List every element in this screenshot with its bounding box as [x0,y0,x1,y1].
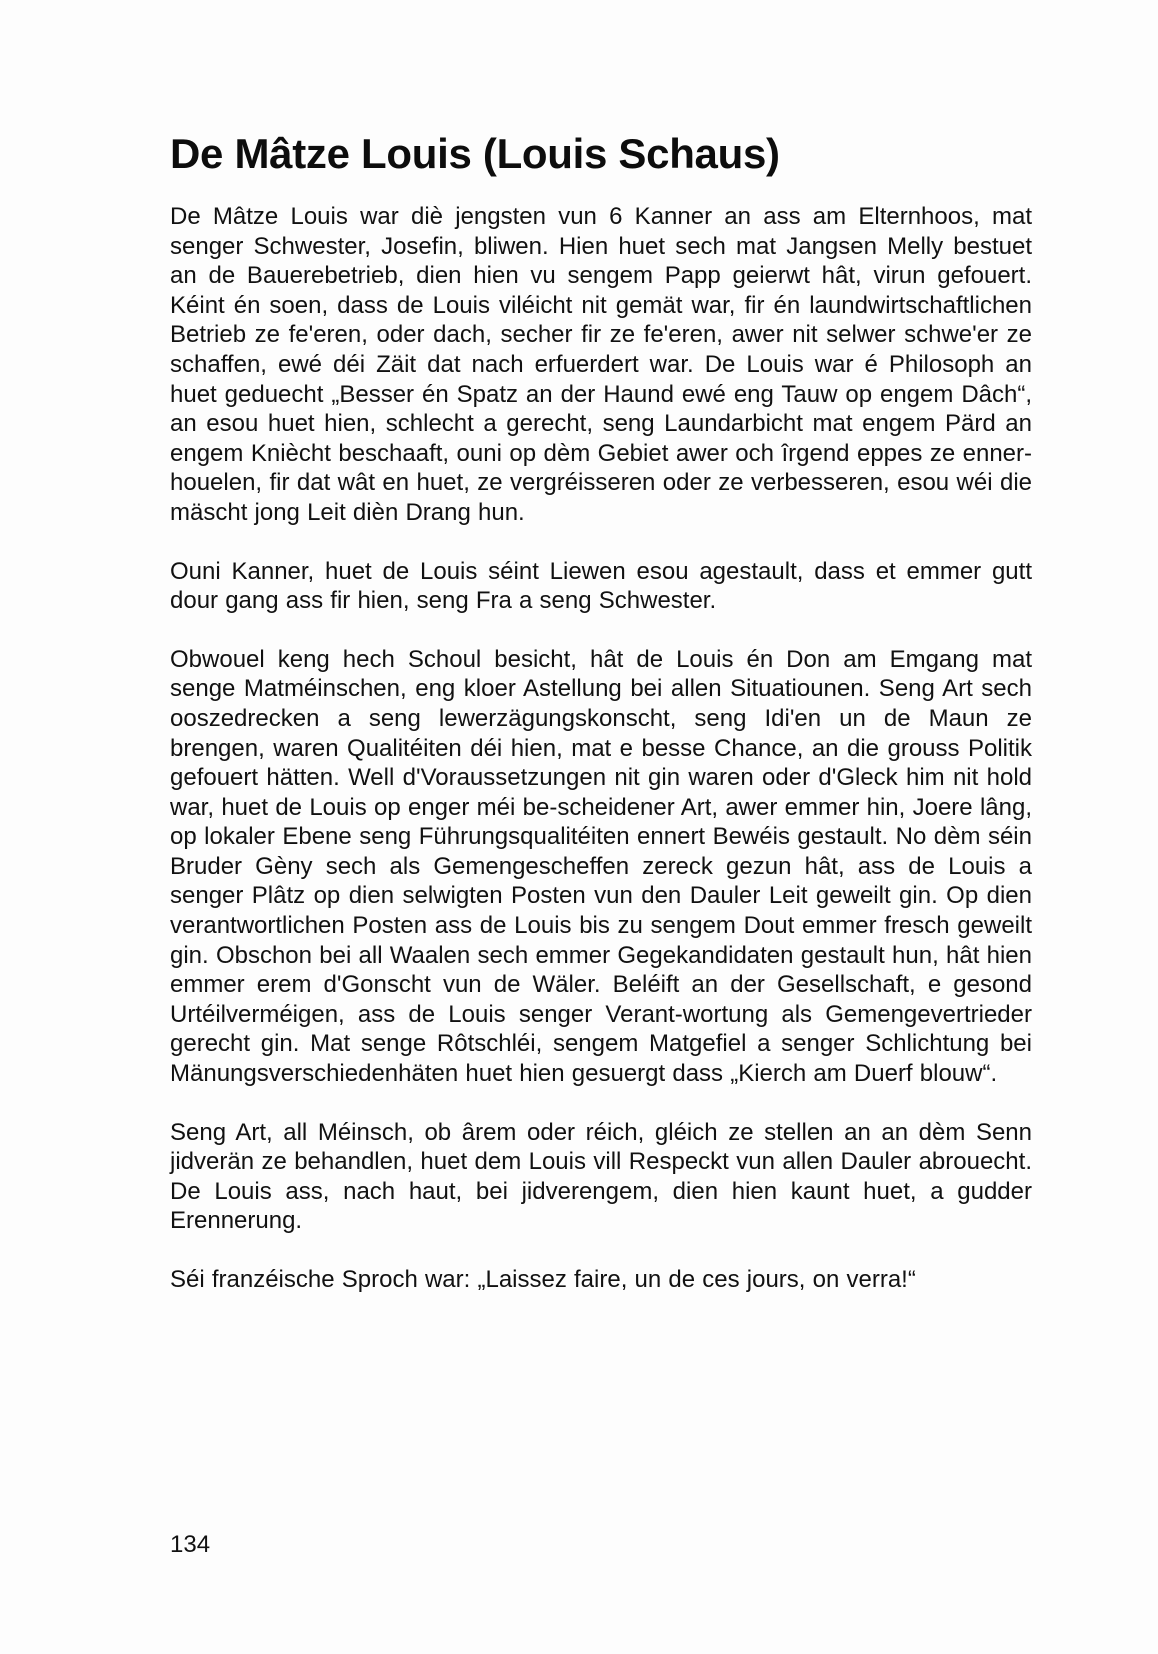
paragraph-5: Séi franzéische Sproch war: „Laissez faire, un de ces jours, on verra!“ [170,1266,916,1293]
page-content [170,128,1032,1324]
page-title: De Mâtze Louis (Louis Schaus) [170,130,780,177]
page-number: 134 [170,1531,211,1558]
paragraph-3: Obwouel keng hech Schoul besicht, hât de Louis én Don am Emgang mat senge Matméinschen, eng kloer Astellung bei allen Situatiounen. Seng Art sech ooszedrecken a seng lewerzägungskonscht, seng Idi'en un de Maun ze brengen, waren Qualitéiten déi hien, mat e besse Chance, an die grouss Politik gefouert hätten. Well d'Voraussetzungen nit gin waren oder d'Gleck him nit hold war, huet de Louis op enger méi be-scheidener Art, awer emmer hin, Joere lâng, op lokaler Ebene seng Führungsqualitéiten ennert Bewéis gestault. No dèm séin Bruder Gèny sech als Gemengescheffen zereck gezun hât, ass de Louis a senger Plâtz op dien selwigten Posten vun den Dauler Leit geweilt gin. Op dien verantwortlichen Posten ass de Louis bis zu sengem Dout emmer fresch geweilt gin. Obschon bei all Waalen sech emmer Gegekandidaten gestault hun, hât hien emmer erem d'Gonscht vun de Wäler. Beléift an der Gesellschaft, e gesond Urtéilverméigen, ass de Louis senger Verant-wortung als Gemengevertrieder gerecht gin. Mat senge Rôtschléi, sengem Matgefiel a senger Schlichtung bei Mänungsverschiedenhäten huet hien gesuergt dass „Kierch am Duerf blouw“. [170,645,1032,1088]
paragraph-1: De Mâtze Louis war diè jengsten vun 6 Kanner an ass am Elternhoos, mat senger Schwester, Josefin, bliwen. Hien huet sech mat Jangsen Melly bestuet an de Bauerebetrieb, dien hien vu sengem Papp geierwt hât, virun gefouert. Kéint én soen, dass de Louis viléicht nit gemät war, fir én laundwirtschaftlichen Betrieb ze fe'eren, oder dach, secher fir ze fe'eren, awer nit selwer schwe'er ze schaffen, ewé déi Zäit dat nach erfuerdert war. De Louis war é Philosoph an huet geduecht „Besser én Spatz an der Haund ewé eng Tauw op engem Dâch“, an esou huet hien, schlecht a gerecht, seng Laundarbicht mat engem Pärd an engem Kniècht beschaaft, ouni op dèm Gebiet awer och îrgend eppes ze enner-houelen, fir dat wât en huet, ze vergréisseren oder ze verbesseren, esou wéi die mäscht jong Leit dièn Drang hun. [170,203,1032,526]
paragraph-2: Ouni Kanner, huet de Louis séint Liewen esou agestault, dass et emmer gutt dour gang ass fir hien, seng Fra a seng Schwester. [170,557,1032,615]
paragraph-4: Seng Art, all Méinsch, ob ârem oder réich, gléich ze stellen an an dèm Senn jidverän ze behandlen, huet dem Louis vill Respeckt vun allen Dauler abrouecht. De Louis ass, nach haut, bei jidverengem, dien hien kaunt huet, a gudder Erennerung. [170,1118,1032,1235]
